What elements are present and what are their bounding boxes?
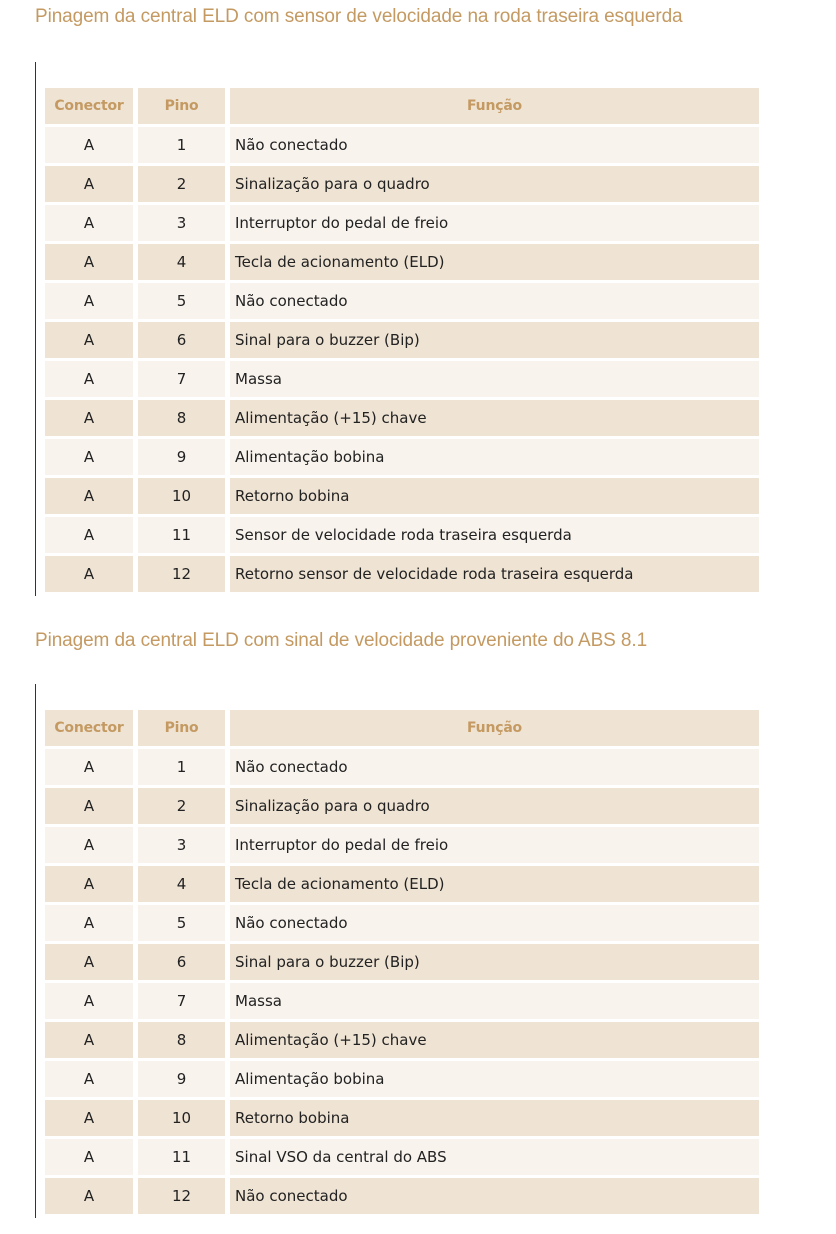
cell-connector: A xyxy=(45,1178,133,1214)
cell-connector: A xyxy=(45,1139,133,1175)
cell-pin: 1 xyxy=(138,127,225,163)
cell-pin: 9 xyxy=(138,1061,225,1097)
cell-pin: 8 xyxy=(138,400,225,436)
cell-pin: 2 xyxy=(138,166,225,202)
cell-connector: A xyxy=(45,244,133,280)
header-pin: Pino xyxy=(138,710,225,746)
cell-function: Tecla de acionamento (ELD) xyxy=(230,244,759,280)
cell-connector: A xyxy=(45,166,133,202)
cell-pin: 10 xyxy=(138,478,225,514)
cell-connector: A xyxy=(45,944,133,980)
cell-function: Não conectado xyxy=(230,749,759,785)
cell-connector: A xyxy=(45,983,133,1019)
pinout-table-sensor-roda xyxy=(45,88,764,592)
table-row xyxy=(45,127,764,163)
header-function: Função xyxy=(230,88,759,124)
table-row xyxy=(45,749,764,785)
table-row xyxy=(45,361,764,397)
table-header-row xyxy=(45,88,764,124)
header-pin: Pino xyxy=(138,88,225,124)
table-row xyxy=(45,1100,764,1136)
cell-function: Sinalização para o quadro xyxy=(230,166,759,202)
cell-pin: 6 xyxy=(138,322,225,358)
header-connector: Conector xyxy=(45,710,133,746)
section-title-abs: Pinagem da central ELD com sinal de velocidade proveniente do ABS 8.1 xyxy=(35,630,648,651)
cell-function: Retorno sensor de velocidade roda traseira esquerda xyxy=(230,556,759,592)
cell-connector: A xyxy=(45,361,133,397)
cell-connector: A xyxy=(45,905,133,941)
cell-function: Alimentação bobina xyxy=(230,439,759,475)
cell-function: Interruptor do pedal de freio xyxy=(230,827,759,863)
cell-connector: A xyxy=(45,283,133,319)
table-row xyxy=(45,944,764,980)
cell-pin: 12 xyxy=(138,556,225,592)
cell-connector: A xyxy=(45,1100,133,1136)
cell-connector: A xyxy=(45,400,133,436)
cell-pin: 10 xyxy=(138,1100,225,1136)
cell-pin: 5 xyxy=(138,283,225,319)
table-header-row xyxy=(45,710,764,746)
cell-connector: A xyxy=(45,749,133,785)
cell-connector: A xyxy=(45,556,133,592)
cell-function: Tecla de acionamento (ELD) xyxy=(230,866,759,902)
cell-connector: A xyxy=(45,127,133,163)
cell-connector: A xyxy=(45,322,133,358)
table-row xyxy=(45,1139,764,1175)
header-function: Função xyxy=(230,710,759,746)
cell-function: Não conectado xyxy=(230,127,759,163)
cell-function: Alimentação (+15) chave xyxy=(230,400,759,436)
table-row xyxy=(45,556,764,592)
table-row xyxy=(45,478,764,514)
cell-connector: A xyxy=(45,788,133,824)
cell-pin: 3 xyxy=(138,205,225,241)
cell-function: Massa xyxy=(230,361,759,397)
cell-pin: 9 xyxy=(138,439,225,475)
cell-function: Não conectado xyxy=(230,905,759,941)
cell-pin: 7 xyxy=(138,983,225,1019)
section-divider-line xyxy=(35,62,36,596)
cell-connector: A xyxy=(45,517,133,553)
cell-pin: 7 xyxy=(138,361,225,397)
cell-pin: 4 xyxy=(138,866,225,902)
table-row xyxy=(45,1178,764,1214)
table-row xyxy=(45,205,764,241)
table-row xyxy=(45,983,764,1019)
pinout-table-abs xyxy=(45,710,764,1214)
cell-pin: 5 xyxy=(138,905,225,941)
cell-pin: 11 xyxy=(138,517,225,553)
cell-function: Alimentação (+15) chave xyxy=(230,1022,759,1058)
section-divider-line xyxy=(35,684,36,1218)
table-row xyxy=(45,439,764,475)
cell-function: Sinalização para o quadro xyxy=(230,788,759,824)
table-row xyxy=(45,244,764,280)
table-row xyxy=(45,166,764,202)
cell-function: Não conectado xyxy=(230,1178,759,1214)
cell-function: Sinal para o buzzer (Bip) xyxy=(230,944,759,980)
cell-function: Retorno bobina xyxy=(230,478,759,514)
cell-pin: 4 xyxy=(138,244,225,280)
cell-connector: A xyxy=(45,1061,133,1097)
cell-connector: A xyxy=(45,478,133,514)
cell-function: Sinal VSO da central do ABS xyxy=(230,1139,759,1175)
table-row xyxy=(45,517,764,553)
table-row xyxy=(45,788,764,824)
table-row xyxy=(45,866,764,902)
cell-function: Sensor de velocidade roda traseira esquerda xyxy=(230,517,759,553)
table-row xyxy=(45,400,764,436)
cell-function: Não conectado xyxy=(230,283,759,319)
cell-function: Retorno bobina xyxy=(230,1100,759,1136)
table-row xyxy=(45,322,764,358)
table-row xyxy=(45,827,764,863)
cell-pin: 3 xyxy=(138,827,225,863)
table-row xyxy=(45,1061,764,1097)
table-row xyxy=(45,905,764,941)
cell-connector: A xyxy=(45,866,133,902)
cell-connector: A xyxy=(45,205,133,241)
cell-connector: A xyxy=(45,439,133,475)
cell-function: Interruptor do pedal de freio xyxy=(230,205,759,241)
cell-connector: A xyxy=(45,827,133,863)
cell-pin: 12 xyxy=(138,1178,225,1214)
cell-pin: 11 xyxy=(138,1139,225,1175)
cell-pin: 1 xyxy=(138,749,225,785)
header-connector: Conector xyxy=(45,88,133,124)
cell-pin: 6 xyxy=(138,944,225,980)
table-row xyxy=(45,1022,764,1058)
table-row xyxy=(45,283,764,319)
cell-pin: 2 xyxy=(138,788,225,824)
cell-connector: A xyxy=(45,1022,133,1058)
cell-function: Alimentação bobina xyxy=(230,1061,759,1097)
cell-function: Sinal para o buzzer (Bip) xyxy=(230,322,759,358)
cell-pin: 8 xyxy=(138,1022,225,1058)
section-title-sensor-roda: Pinagem da central ELD com sensor de velocidade na roda traseira esquerda xyxy=(35,6,683,27)
cell-function: Massa xyxy=(230,983,759,1019)
